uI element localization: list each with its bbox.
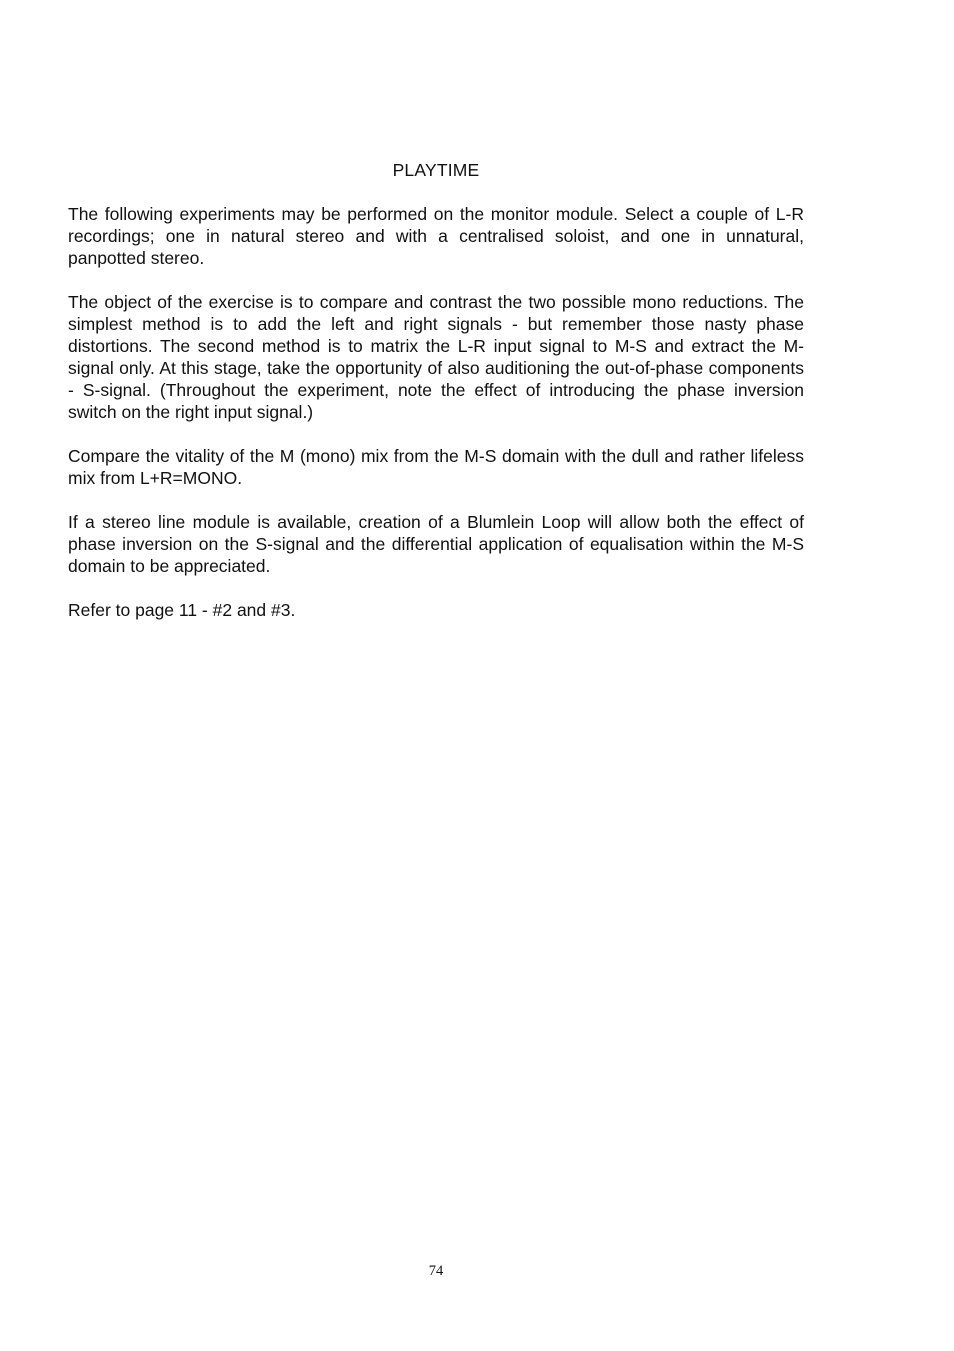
page-title: PLAYTIME [392,160,480,180]
paragraph-objective: The object of the exercise is to compare and contrast the two possible mono reductions. The simplest method is to add the left and right signals - but remember those nasty phase distortions. The second method is to matrix the L-R input signal to M-S and extract the M-signal only. At this stage, take the opportunity of also auditioning the out-of-phase components - S-signal. (Throughout the experiment, note the effect of introducing the phase inversion switch on the right input signal.) [68,292,804,422]
page-number: 74 [428,1263,444,1279]
paragraph-reference: Refer to page 11 - #2 and #3. [68,600,296,620]
body-text [68,203,804,643]
paragraph-intro: The following experiments may be performed on the monitor module. Select a couple of L-R recordings; one in natural stereo and with a centralised soloist, and one in unnatural, panpotted stereo. [68,204,804,268]
paragraph-comparison: Compare the vitality of the M (mono) mix from the M-S domain with the dull and rather lifeless mix from L+R=MONO. [68,446,804,488]
paragraph-blumlein-loop: If a stereo line module is available, creation of a Blumlein Loop will allow both the effect of phase inversion on the S-signal and the differential application of equalisation within the M-S domain to be appreciated. [68,512,804,576]
